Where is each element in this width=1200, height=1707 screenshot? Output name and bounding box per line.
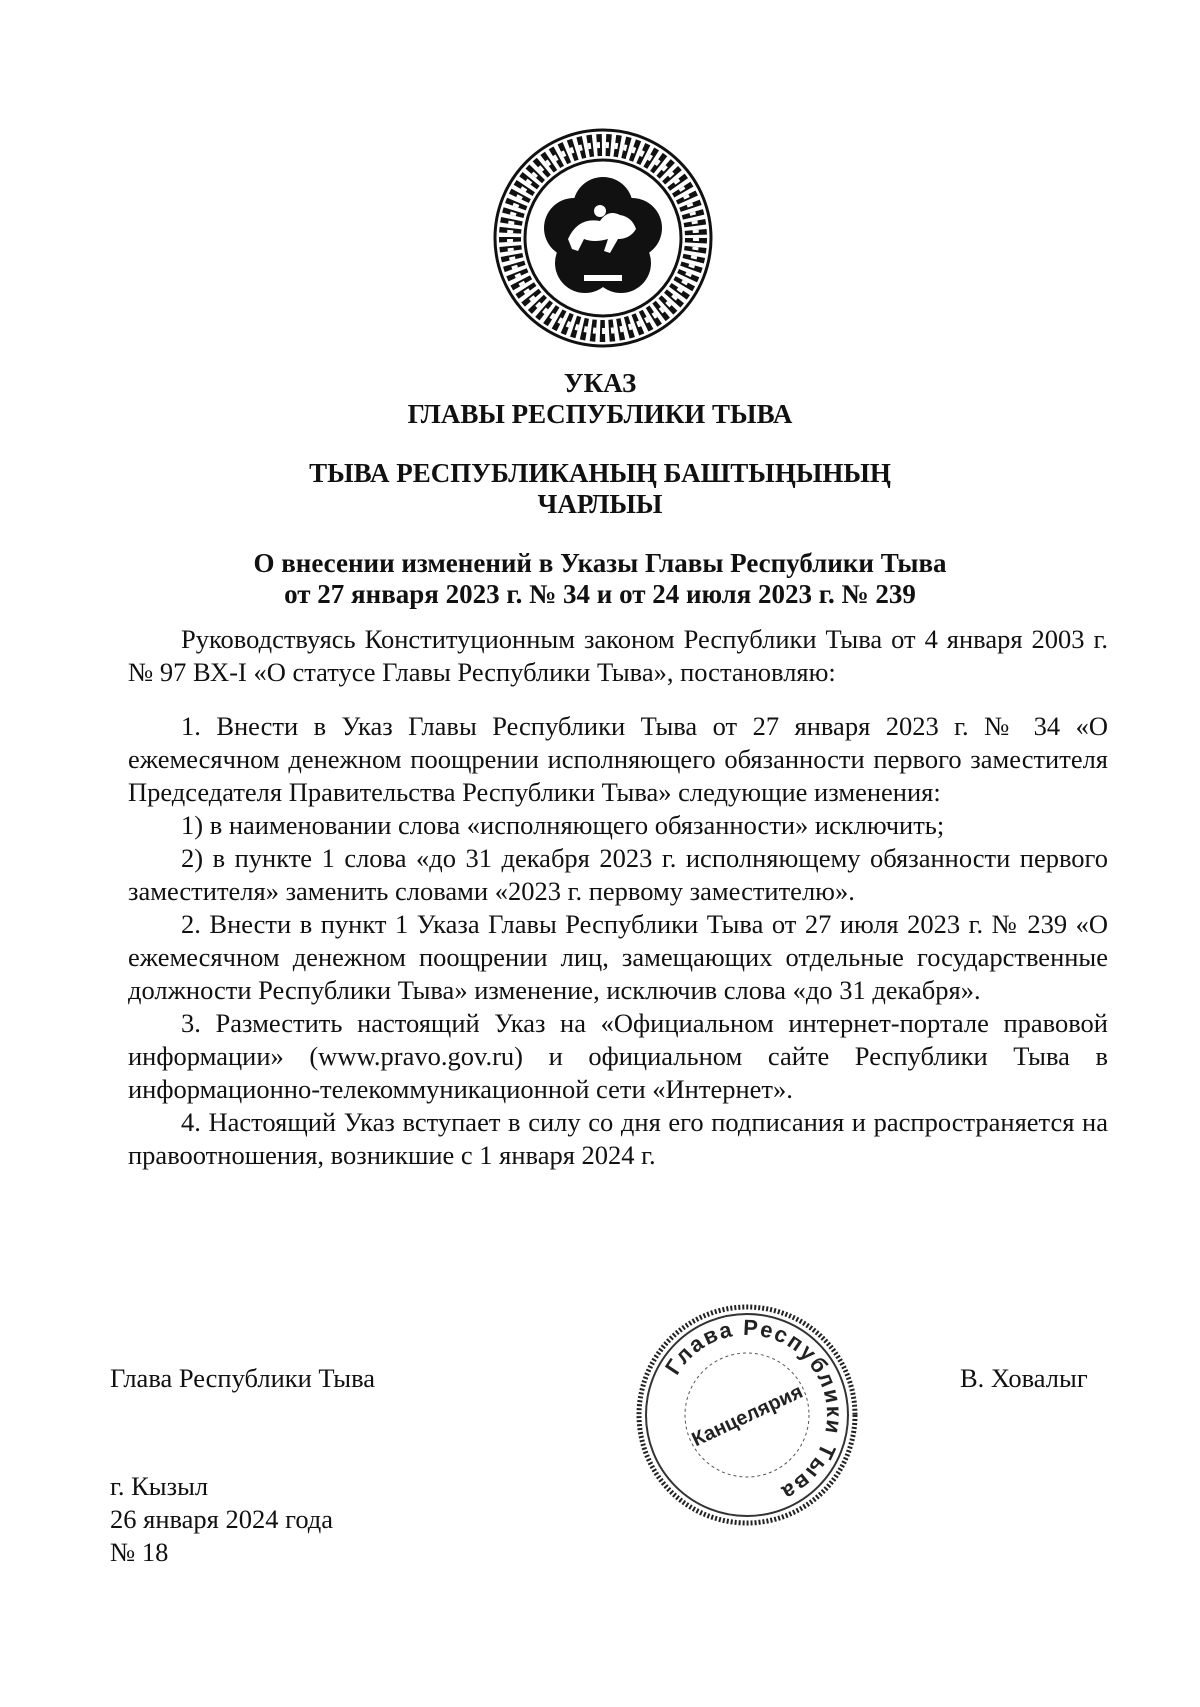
issuer-heading: ГЛАВЫ РЕСПУБЛИКИ ТЫВА (407, 399, 793, 429)
decree-body (128, 623, 1108, 1172)
decree-date: 26 января 2024 года (110, 1504, 334, 1534)
decree-title-line-1: О внесении изменений в Указы Главы Республики Тыва (253, 548, 947, 578)
official-stamp (632, 1300, 862, 1530)
decree-type-heading: УКАЗ (563, 368, 637, 398)
decree-type-heading-tuvan: ЧАРЛЫЫ (537, 489, 663, 519)
svg-text:Канцелярия: Канцелярия (688, 1380, 807, 1452)
signatory-name: В. Ховалыг (960, 1363, 1088, 1393)
clause-2: 2. Внести в пункт 1 Указа Главы Республики Тыва от 27 июля 2023 г. № 239 «О ежемесячном денежном поощрении лиц, замещающих отдельные государственные должности Республики Тыва» изменение, исключив слова «до 31 декабря». (128, 909, 1108, 1005)
clause-1-1: 1) в наименовании слова «исполняющего обязанности» исключить; (181, 810, 945, 840)
decree-number: № 18 (110, 1537, 169, 1567)
decree-footer (110, 1470, 333, 1569)
signatory-position: Глава Республики Тыва (110, 1363, 376, 1393)
issuer-heading-tuvan: ТЫВА РЕСПУБЛИКАНЫҢ БАШТЫҢЫНЫҢ (309, 458, 891, 488)
tuva-emblem-icon (492, 127, 714, 349)
clause-1-2: 2) в пункте 1 слова «до 31 декабря 2023 г. исполняющему обязанности первого заместителя» заменить словами «2023 г. первому заместителю». (128, 843, 1108, 906)
preamble: Руководствуясь Конституционным законом Республики Тыва от 4 января 2003 г. № 97 ВХ-I «О статусе Главы Республики Тыва», постановляю: (128, 624, 1108, 687)
clause-1: 1. Внести в Указ Главы Республики Тыва от 27 января 2023 г. № 34 «О ежемесячном денежном поощрении исполняющего обязанности первого заместителя Председателя Правительства Республики Тыва» следующие изменения: (128, 711, 1108, 807)
clause-4: 4. Настоящий Указ вступает в силу со дня его подписания и распространяется на правоотношения, возникшие с 1 января 2024 г. (128, 1107, 1108, 1170)
decree-title-line-2: от 27 января 2023 г. № 34 и от 24 июля 2023 г. № 239 (284, 579, 916, 609)
clause-3: 3. Разместить настоящий Указ на «Официальном интернет-портале правовой информации» (www.pravo.gov.ru) и официальном сайте Республики Тыва в информационно-телекоммуникационной сети «Интернет». (128, 1008, 1108, 1104)
svg-text:Глава Республики Тыва: Глава Республики Тыва (660, 1314, 848, 1507)
city: г. Кызыл (110, 1471, 209, 1501)
